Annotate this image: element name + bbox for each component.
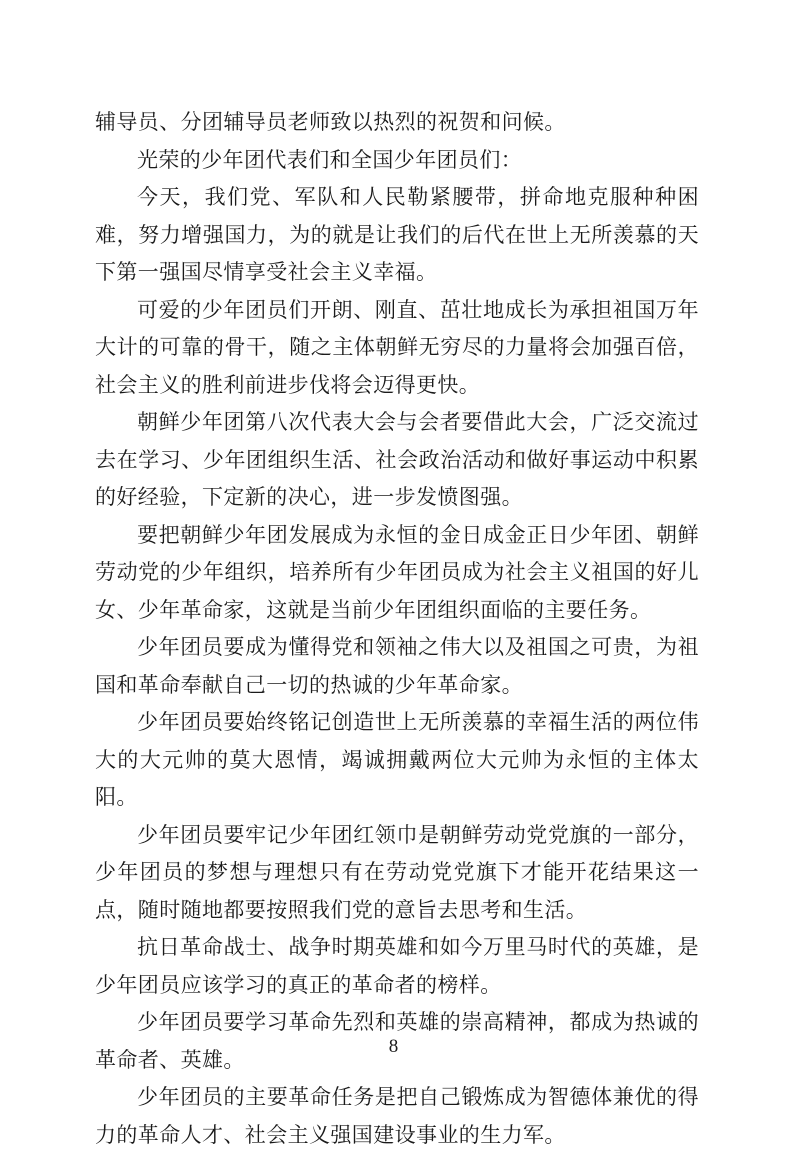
paragraph: 少年团员要牢记少年团红领巾是朝鲜劳动党党旗的一部分，少年团员的梦想与理想只有在劳动党党旗下才能开花结果这一点，随时随地都要按照我们党的意旨去思考和生活。: [95, 822, 699, 922]
paragraph: 今天，我们党、军队和人民勒紧腰带，拼命地克服种种困难，努力增强国力，为的就是让我们的后代在世上无所羡慕的天下第一强国尽情享受社会主义幸福。: [95, 185, 699, 284]
paragraph: 少年团员要成为懂得党和领袖之伟大以及祖国之可贵，为祖国和革命奉献自己一切的热诚的少年革命家。: [95, 635, 699, 697]
paragraph: 少年团员的主要革命任务是把自己锻炼成为智德体兼优的得力的革命人才、社会主义强国建设事业的生力军。: [95, 1085, 699, 1147]
page-number: 8: [388, 1036, 399, 1057]
paragraph-salutation: 光荣的少年团代表们和全国少年团员们：: [137, 147, 523, 172]
paragraph: 要把朝鲜少年团发展成为永恒的金日成金正日少年团、朝鲜劳动党的少年组织，培养所有少年团员成为社会主义祖国的好儿女、少年革命家，这就是当前少年团组织面临的主要任务。: [95, 522, 699, 622]
document-body: [95, 104, 699, 1154]
paragraph: 抗日革命战士、战争时期英雄和如今万里马时代的英雄，是少年团员应该学习的真正的革命者的榜样。: [95, 935, 699, 997]
paragraph: 少年团员要学习革命先烈和英雄的崇高精神，都成为热诚的革命者、英雄。: [95, 1010, 699, 1072]
paragraph: 朝鲜少年团第八次代表大会与会者要借此大会，广泛交流过去在学习、少年团组织生活、社会政治活动和做好事运动中积累的好经验，下定新的决心，进一步发愤图强。: [95, 410, 699, 509]
paragraph-continued: 辅导员、分团辅导员老师致以热烈的祝贺和问候。: [95, 110, 566, 134]
paragraph: 少年团员要始终铭记创造世上无所羡慕的幸福生活的两位伟大的大元帅的莫大恩情，竭诚拥戴两位大元帅为永恒的主体太阳。: [95, 710, 699, 809]
paragraph: 可爱的少年团员们开朗、刚直、茁壮地成长为承担祖国万年大计的可靠的骨干，随之主体朝鲜无穷尽的力量将会加强百倍，社会主义的胜利前进步伐将会迈得更快。: [95, 297, 699, 397]
